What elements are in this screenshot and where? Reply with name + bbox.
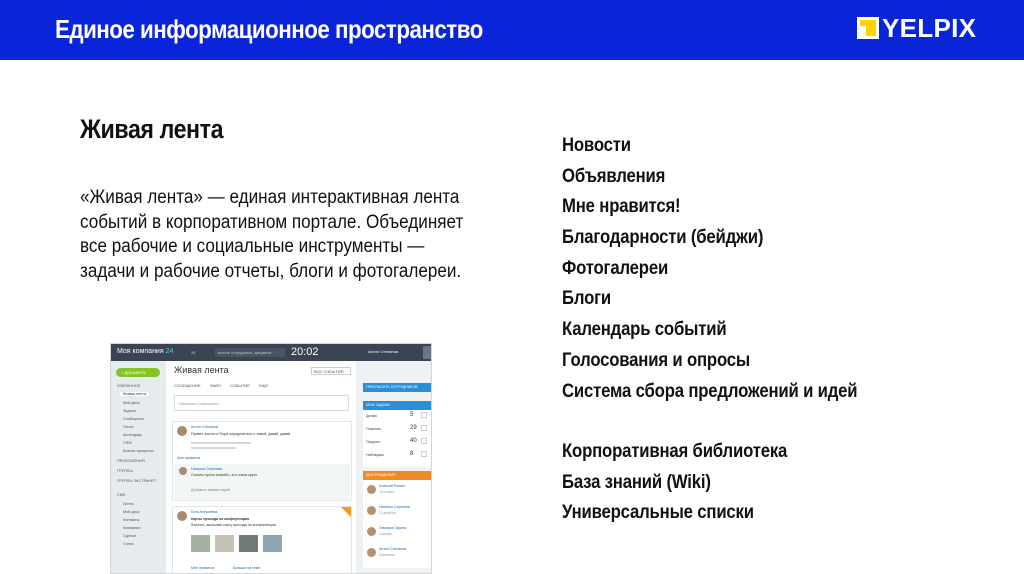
sidebar-item[interactable]: Почта (123, 425, 134, 429)
list-item: Новости (562, 135, 631, 156)
yelpix-logo (857, 14, 976, 42)
sidebar-item[interactable]: Бизнес-процессы (123, 449, 154, 453)
comments-block (175, 464, 350, 500)
section-title: Живая лента (80, 114, 224, 144)
list-item: База знаний (Wiki) (562, 471, 711, 493)
sidebar-item[interactable]: Контакты (123, 518, 140, 522)
list-item: Благодарности (бейджи) (562, 227, 764, 249)
portal-sidebar (111, 361, 166, 574)
avatar (179, 467, 187, 475)
post-author[interactable]: Антон Степанов (191, 425, 219, 429)
photo-thumbnail[interactable] (239, 535, 258, 552)
birthdays-header: ДНИ РОЖДЕНИЯ (363, 471, 431, 480)
feed-title: Живая лента (174, 365, 229, 375)
sidebar-item[interactable]: Задачи (123, 409, 136, 413)
message-input[interactable]: Написать сообщение... (174, 395, 349, 411)
portal-topbar (111, 344, 432, 361)
avatar (177, 426, 187, 436)
add-comment-link[interactable]: Добавить комментарий (191, 488, 231, 492)
avatar (367, 506, 376, 515)
tab-file[interactable]: ФАЙЛ (209, 383, 221, 388)
sidebar-item[interactable]: CRM (123, 441, 132, 445)
like-link[interactable]: Мне нравится (177, 456, 201, 460)
feed-tabs (174, 383, 276, 388)
list-item: Корпоративная библиотека (562, 441, 788, 462)
portal-right-column (360, 361, 432, 574)
portal-menu-button[interactable] (423, 346, 432, 359)
photo-thumbnail[interactable] (191, 535, 210, 552)
list-item: Календарь событий (562, 319, 727, 341)
page-title: Единое информационное пространство (55, 14, 483, 44)
post-text: Коллеги, высылаю карту прохода на конференцию (191, 523, 277, 527)
sidebar-item-selected[interactable]: Живая лента (120, 392, 149, 396)
portal-screenshot (110, 343, 432, 574)
sidebar-item[interactable]: Лента (123, 502, 134, 506)
sidebar-item[interactable]: Компании (123, 526, 141, 530)
avatar (367, 527, 376, 536)
section-description: «Живая лента» — единая интерактивная лента событий в корпоративном портале. Объединяет все рабочие и социальные инструменты — задачи и рабочие отчеты, блоги и фотогалереи. (80, 187, 464, 282)
feature-list-extra (562, 437, 818, 529)
avatar (367, 548, 376, 557)
list-item: Голосования и опросы (562, 349, 750, 371)
photo-thumbnail[interactable] (215, 535, 234, 552)
sidebar-item[interactable]: Сделки (123, 534, 136, 538)
list-item: Объявления (562, 165, 666, 187)
portal-company: Моя компания 24 (117, 348, 174, 355)
list-item: Система сбора предложений и идей (562, 380, 858, 402)
list-item: Мне нравится! (562, 196, 681, 218)
list-item: Блоги (562, 288, 612, 310)
tab-event[interactable]: СОБЫТИЕ (229, 383, 250, 388)
feed-filter[interactable]: ВСЕ СОБЫТИЯ (311, 367, 351, 375)
sidebar-item[interactable]: Мой диск (123, 510, 140, 514)
invite-button[interactable]: ПРИГЛАСИТЬ СОТРУДНИКОВ (363, 383, 431, 392)
sidebar-item[interactable]: Мой Диск (123, 401, 140, 405)
tasks-card: Делаю 5 Помогаю 29 Поручил 40 Наблюдаю 8 (363, 410, 431, 467)
feed-post (172, 421, 352, 501)
portal-feed (166, 361, 356, 574)
post-author[interactable]: Юля Алексеева (191, 510, 218, 514)
list-item: Фотогалереи (562, 257, 669, 279)
like-link[interactable]: Мне нравится (191, 566, 215, 570)
sidebar-item[interactable]: CMS (117, 493, 126, 497)
tasks-header: МОИ ЗАДАЧИ (363, 401, 431, 410)
more-link[interactable]: Больше на теме (233, 566, 261, 570)
post-title: Карты прохода на конференцию (191, 517, 250, 521)
portal-user[interactable]: Антон Степанов (368, 349, 399, 354)
birthdays-card: Алексей Ромин 18 ноября Наталья Сергеева 22 декабря Эльвира Гарина 3 января Антон Степанов 8 февраля (363, 480, 431, 568)
post-text: Привет, коллеги! Пора определиться с темой, давай, давай (191, 432, 291, 436)
sidebar-item[interactable]: ГРУППЫ (117, 469, 133, 473)
portal-clock: 20:02 (291, 346, 319, 358)
logo-mark-icon (857, 17, 879, 39)
sidebar-item[interactable]: ГРУППЫ ЭКСТРАНЕТ (117, 479, 157, 483)
comment-text: Сильно нужно спасибо, это очень круто (191, 473, 258, 477)
sidebar-item[interactable]: Счета (123, 542, 134, 546)
sidebar-item[interactable]: Сообщения (123, 417, 144, 421)
photo-thumbnail[interactable] (263, 535, 282, 552)
portal-search-input[interactable]: искать сотрудника, документ (215, 348, 285, 357)
portal-counter: 26 (191, 350, 196, 355)
tab-message[interactable]: СООБЩЕНИЕ (174, 383, 201, 388)
sidebar-item[interactable]: ИЗБРАННОЕ (117, 384, 141, 388)
add-button[interactable]: + ДОБАВИТЬ (116, 368, 160, 377)
header-bar (0, 0, 1024, 60)
sidebar-item[interactable]: ПРИЛОЖЕНИЯ (117, 459, 145, 463)
feature-list (562, 131, 898, 407)
avatar (367, 485, 376, 494)
ribbon-icon (341, 507, 351, 517)
comment-author[interactable]: Наталья Сергеева (191, 467, 222, 471)
sidebar-item[interactable]: Календарь (123, 433, 143, 437)
avatar (177, 511, 187, 521)
logo-text: YELPIX (882, 12, 977, 43)
feed-post (172, 506, 352, 574)
list-item: Универсальные списки (562, 502, 754, 524)
tab-more[interactable]: ЕЩЕ (259, 383, 269, 388)
